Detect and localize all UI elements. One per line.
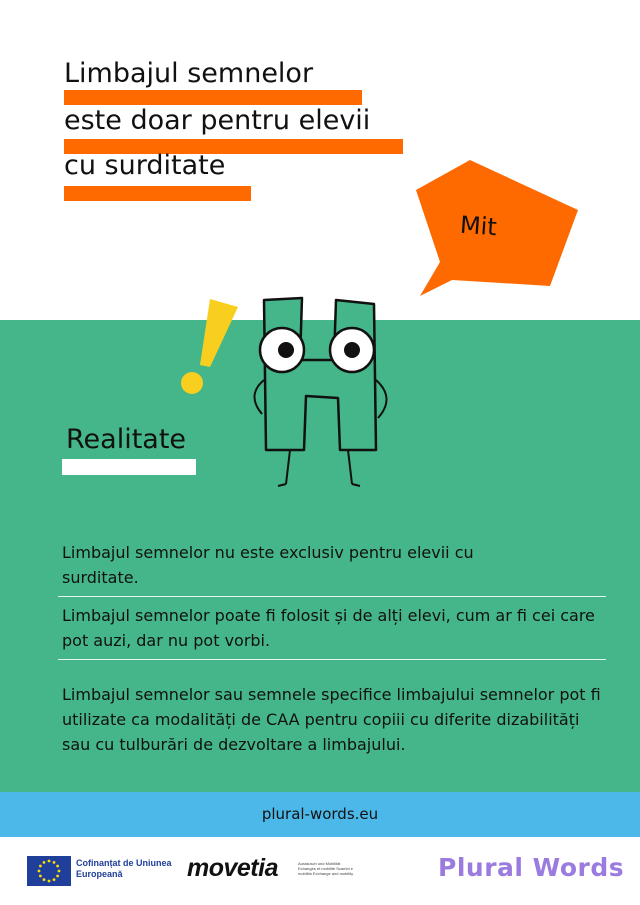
reality-underline — [62, 459, 196, 475]
reality-paragraph-1: Limbajul semnelor nu este exclusiv pentru elevii cu surditate. — [62, 543, 474, 587]
exclamation-mark-icon — [170, 295, 250, 400]
eu-cofinance-text: Cofinanțat de Uniunea Europeană — [76, 858, 172, 879]
eu-flag-icon — [27, 856, 71, 886]
divider-2 — [58, 659, 606, 660]
website-link[interactable]: plural-words.eu — [261, 805, 379, 823]
movetia-logo: movetia — [187, 854, 278, 882]
divider-1 — [58, 596, 606, 597]
plural-words-logo: Plural Words — [438, 853, 625, 882]
title-underline-1 — [64, 90, 362, 105]
speech-bubble-icon — [412, 150, 582, 300]
reality-paragraph-3: Limbajul semnelor sau semnele specifice limbajului semnelor pot fi utilizate ca modalități de CAA pentru copiii cu diferite dizabilități sau cu tulburări de dezvoltare a limbajului. — [62, 685, 601, 754]
title-line-3: cu surditate — [64, 150, 226, 181]
title-underline-3 — [64, 186, 251, 201]
title-line-2: este doar pentru elevii — [64, 105, 371, 136]
reality-paragraph-2: Limbajul semnelor poate fi folosit și de alți elevi, cum ar fi cei care pot auzi, dar nu pot vorbi. — [62, 606, 595, 650]
myth-label: Mit — [459, 210, 498, 242]
movetia-tagline: Austausch und Mobilität Echanges et mobilité Scambi e mobilità Exchange and mobility — [298, 861, 354, 876]
title-line-1: Limbajul semnelor — [64, 58, 314, 89]
letter-h-character-icon — [240, 290, 400, 490]
reality-heading: Realitate — [66, 424, 187, 455]
